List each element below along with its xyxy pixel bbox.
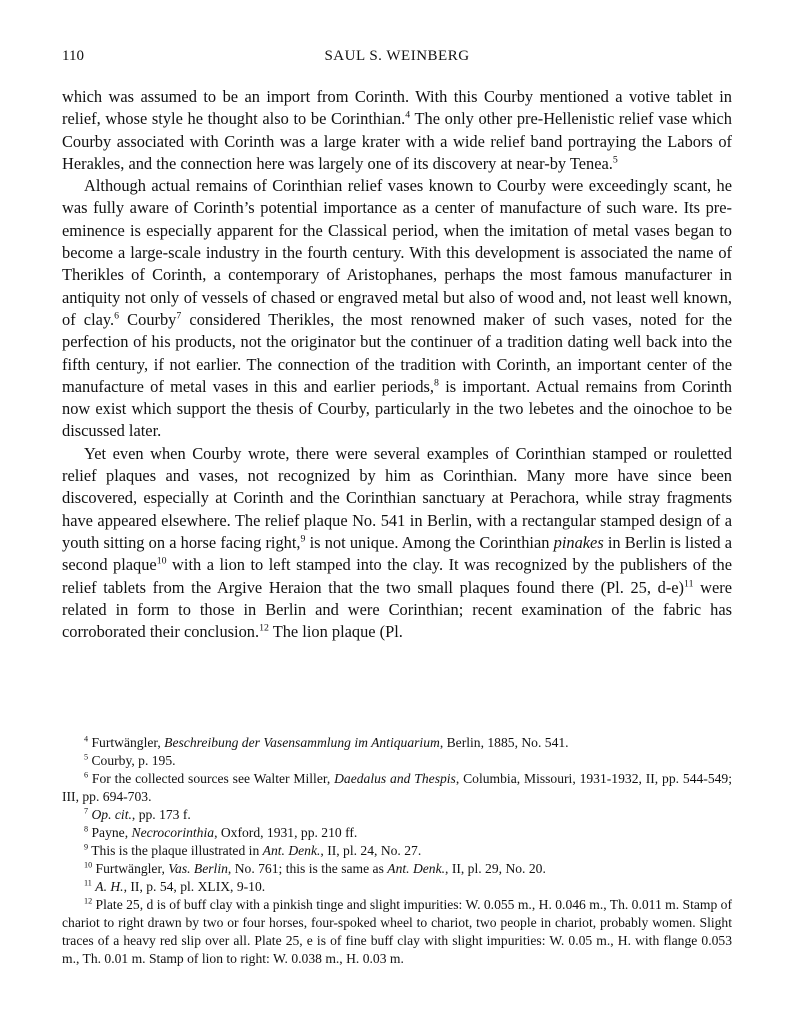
running-title: SAUL S. WEINBERG bbox=[324, 48, 470, 64]
footnote-4: $^4$ Furtwängler, Beschreibung der Vasensammlung im Antiquarium, Berlin, 1885, No. 541. bbox=[84, 734, 569, 750]
footnote-8: $^8$ Payne, Necrocorinthia, Oxford, 1931, pp. 210 ff. bbox=[84, 824, 358, 840]
footnote-10: $^{10}$ Furtwängler, Vas. Berlin, No. 761; this is the same as Ant. Denk., II, pl. 29, No. 20. bbox=[84, 860, 546, 876]
page-number: 110 bbox=[62, 48, 84, 64]
footnote-12: $^{12}$ Plate 25, d is of buff clay with a pinkish tinge and slight impurities: W. 0.055 m., H. 0.046 m., Th. 0.011 m. Stamp of chariot to right drawn by two or four horses, four-spoked wheel to chariot, two people in chariot, probably women. Slight traces of a heavy red slip over all. Plate 25, e is of fine buff clay with slight impurities: W. 0.05 m., H. with flange 0.053 m., Th. 0.01 m. Stamp of lion to right: W. 0.038 m., H. 0.03 m. bbox=[62, 896, 732, 966]
footnotes bbox=[62, 734, 732, 968]
paragraph-3: Yet even when Courby wrote, there were several examples of Corinthian stamped or rouletted relief plaques and vases, not recognized by him as Corinthian. Many more have since been discovered, especially at Corinth and the Corinthian sanctuary at Perachora, while stray fragments have appeared elsewhere. The relief plaque No. 541 in Berlin, with a rectangular stamped design of a youth sitting on a horse facing right,$^9$ is not unique. Among the Corinthian pinakes in Berlin is listed a second plaque$^{10}$ with a lion to left stamped into the clay. It was recognized by the publishers of the relief tablets from the Argive Heraion that the two small plaques found there (Pl. 25, d-e)$^{11}$ were related in form to those in Berlin and were Corinthian; recent examination of the fabric has corroborated their conclusion.$^{12}$ The lion plaque (Pl. bbox=[62, 443, 732, 642]
footnote-7: $^7$ Op. cit., pp. 173 f. bbox=[84, 806, 191, 822]
footnote-9: $^9$ This is the plaque illustrated in Ant. Denk., II, pl. 24, No. 27. bbox=[84, 842, 422, 858]
footnote-11: $^{11}$ A. H., II, p. 54, pl. XLIX, 9-10. bbox=[84, 878, 266, 894]
running-header bbox=[62, 48, 732, 72]
paragraph-1: which was assumed to be an import from Corinth. With this Courby mentioned a votive tablet in relief, whose style he thought also to be Corinthian.$^4$ The only other pre-Hellenistic relief vase which Courby associated with Corinth was a large krater with a wide relief band portraying the Labors of Herakles, and the connection here was largely one of its discovery at near-by Tenea.$^5$ bbox=[62, 87, 732, 173]
body-text bbox=[62, 86, 732, 643]
paragraph-2: Although actual remains of Corinthian relief vases known to Courby were exceedingly scant, he was fully aware of Corinth’s potential importance as a center of manufacture of such ware. Its pre-eminence is especially apparent for the Classical period, when the imitation of metal vases began to become a large-scale industry in the fourth century. With this development is associated the name of Therikles of Corinth, a contemporary of Aristophanes, perhaps the most famous manufacturer in antiquity not only of vessels of chased or engraved metal but also of wood and, not least well known, of clay.$^6$ Courby$^7$ considered Therikles, the most renowned maker of such vases, noted for the perfection of his products, not the originator but the continuer of a tradition dating well back into the fifth century, if not earlier. The connection of the tradition with Corinth, an important center of the manufacture of metal vases in this and earlier periods,$^8$ is important. Actual remains from Corinth now exist which support the thesis of Courby, particularly in the two lebetes and the oinochoe to be discussed later. bbox=[62, 176, 732, 441]
footnote-6: $^6$ For the collected sources see Walter Miller, Daedalus and Thespis, Columbia, Missouri, 1931-1932, II, pp. 544-549; III, pp. 694-703. bbox=[62, 770, 732, 804]
footnote-5: $^5$ Courby, p. 195. bbox=[84, 752, 176, 768]
